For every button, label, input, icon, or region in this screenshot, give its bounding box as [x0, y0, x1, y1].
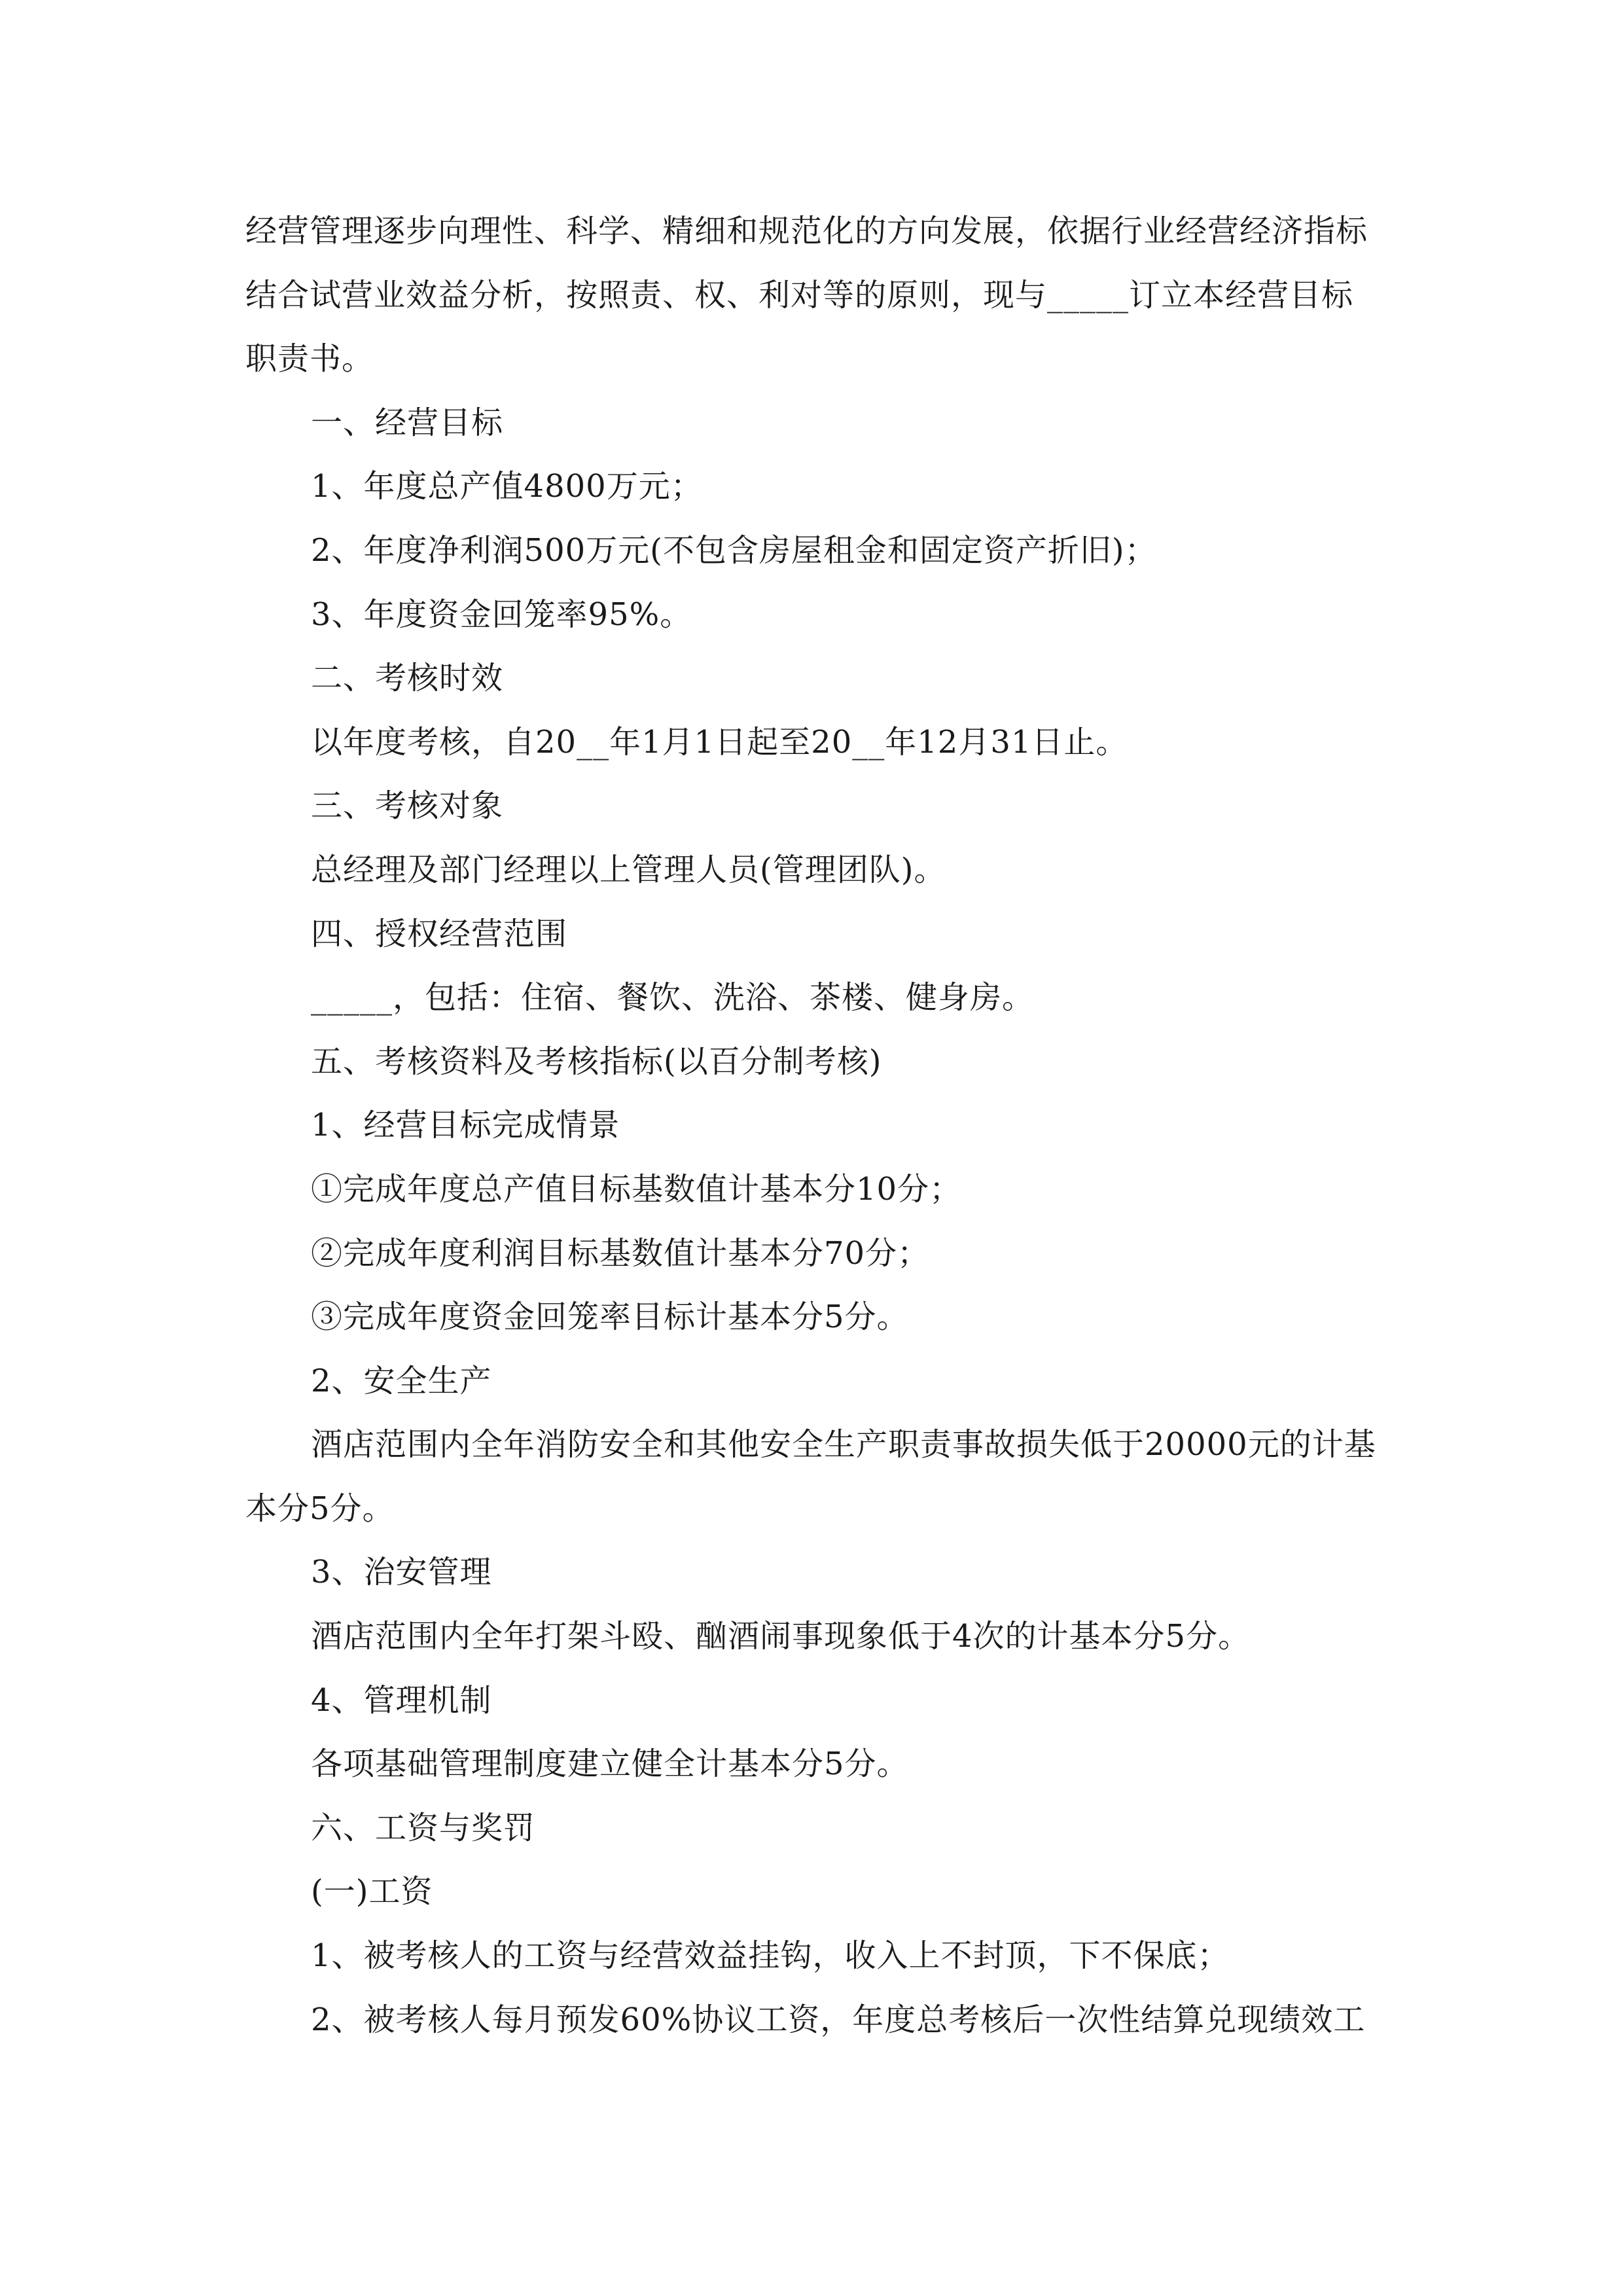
document-paragraph: (一)工资 [311, 1873, 433, 1910]
document-paragraph: 3、治安管理 [311, 1554, 492, 1591]
document-paragraph: ①完成年度总产值目标基数值计基本分10分； [311, 1170, 962, 1208]
document-paragraph: _____，包括：住宿、餐饮、洗浴、茶楼、健身房。 [311, 979, 1035, 1016]
document-paragraph: 三、考核对象 [311, 787, 504, 825]
document-paragraph: 2、安全生产 [311, 1362, 492, 1399]
document-paragraph: ③完成年度资金回笼率目标计基本分5分。 [311, 1299, 909, 1336]
document-paragraph: 五、考核资料及考核指标(以百分制考核) [311, 1043, 882, 1080]
document-paragraph: 3、年度资金回笼率95%。 [311, 596, 692, 633]
document-paragraph: 1、经营目标完成情景 [311, 1107, 620, 1144]
document-paragraph: 1、年度总产值4800万元； [311, 468, 703, 505]
document-paragraph: 二、考核时效 [311, 660, 504, 697]
document-paragraph: 以年度考核，自20__年1月1日起至20__年12月31日止。 [311, 723, 1128, 761]
document-paragraph: 总经理及部门经理以上管理人员(管理团队)。 [311, 851, 946, 888]
document-paragraph: ②完成年度利润目标基数值计基本分70分； [311, 1234, 930, 1272]
document-paragraph: 2、被考核人每月预发60%协议工资，年度总考核后一次性结算兑现绩效工 [311, 2001, 1366, 2038]
document-body [245, 200, 1384, 2052]
document-paragraph: 六、工资与奖罚 [311, 1809, 536, 1846]
document-paragraph: 1、被考核人的工资与经营效益挂钩，收入上不封顶，下不保底； [311, 1937, 1230, 1975]
document-paragraph: 一、经营目标 [311, 404, 504, 441]
document-paragraph: 四、授权经营范围 [311, 915, 568, 952]
document-paragraph: 4、管理机制 [311, 1681, 492, 1719]
document-paragraph: 2、年度净利润500万元(不包含房屋租金和固定资产折旧)； [311, 531, 1157, 569]
document-paragraph: 酒店范围内全年消防安全和其他安全生产职责事故损失低于20000元的计基本分5分。 [245, 1426, 1376, 1527]
document-paragraph: 各项基础管理制度建立健全计基本分5分。 [311, 1746, 909, 1783]
document-paragraph: 酒店范围内全年打架斗殴、酗酒闹事现象低于4次的计基本分5分。 [311, 1618, 1251, 1655]
document-paragraph: 经营管理逐步向理性、科学、精细和规范化的方向发展，依据行业经营经济指标结合试营业效益分析，按照责、权、利对等的原则，现与_____订立本经营目标职责书。 [245, 213, 1368, 378]
